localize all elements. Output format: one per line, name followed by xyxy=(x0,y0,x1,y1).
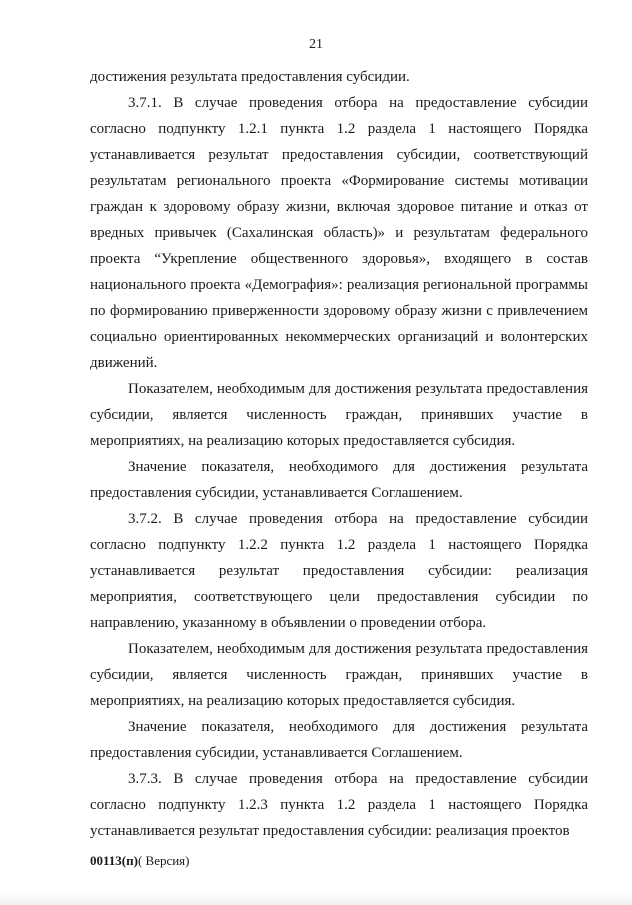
document-code: 00113(п) xyxy=(90,853,138,868)
paragraph-indicator-value: Значение показателя, необходимого для достижения результата предоставления субсидии, устанавливается Соглашением. xyxy=(90,459,588,501)
page-number: 21 xyxy=(309,37,323,52)
paragraph-3-7-1: 3.7.1. В случае проведения отбора на предоставление субсидии согласно подпункту 1.2.1 пункта 1.2 раздела 1 настоящего Порядка устанавливается результат предоставления субсидии, соответствующий результатам регионального проекта «Формирование системы мотивации граждан к здоровому образу жизни, включая здоровое питание и отказ от вредных привычек (Сахалинская область)» и результатам федерального проекта “Укрепление общественного здоровья», входящего в состав национального проекта «Демография»: реализация региональной программы по формированию приверженности здоровому образу жизни с привлечением социально ориентированных некоммерческих организаций и волонтерских движений. xyxy=(90,95,588,371)
document-footer xyxy=(90,853,190,869)
paragraph-indicator: Показателем, необходимым для достижения результата предоставления субсидии, является численность граждан, принявших участие в мероприятиях, на реализацию которых предоставляется субсидия. xyxy=(90,641,588,709)
paragraph-continuation: достижения результата предоставления субсидии. xyxy=(90,69,410,85)
paragraph-3-7-2: 3.7.2. В случае проведения отбора на предоставление субсидии согласно подпункту 1.2.2 пункта 1.2 раздела 1 настоящего Порядка устанавливается результат предоставления субсидии: реализация мероприятия, соответствующего цели предоставления субсидии по направлению, указанному в объявлении о проведении отбора. xyxy=(90,511,588,631)
paragraph-indicator-value: Значение показателя, необходимого для достижения результата предоставления субсидии, устанавливается Соглашением. xyxy=(90,719,588,761)
document-body xyxy=(90,64,588,844)
scan-edge-shadow xyxy=(0,891,632,905)
paragraph-3-7-3: 3.7.3. В случае проведения отбора на предоставление субсидии согласно подпункту 1.2.3 пункта 1.2 раздела 1 настоящего Порядка устанавливается результат предоставления субсидии: реализация проектов xyxy=(90,771,588,839)
paragraph-indicator: Показателем, необходимым для достижения результата предоставления субсидии, является численность граждан, принявших участие в мероприятиях, на реализацию которых предоставляется субсидия. xyxy=(90,381,588,449)
document-version-label: ( Версия) xyxy=(137,853,190,868)
